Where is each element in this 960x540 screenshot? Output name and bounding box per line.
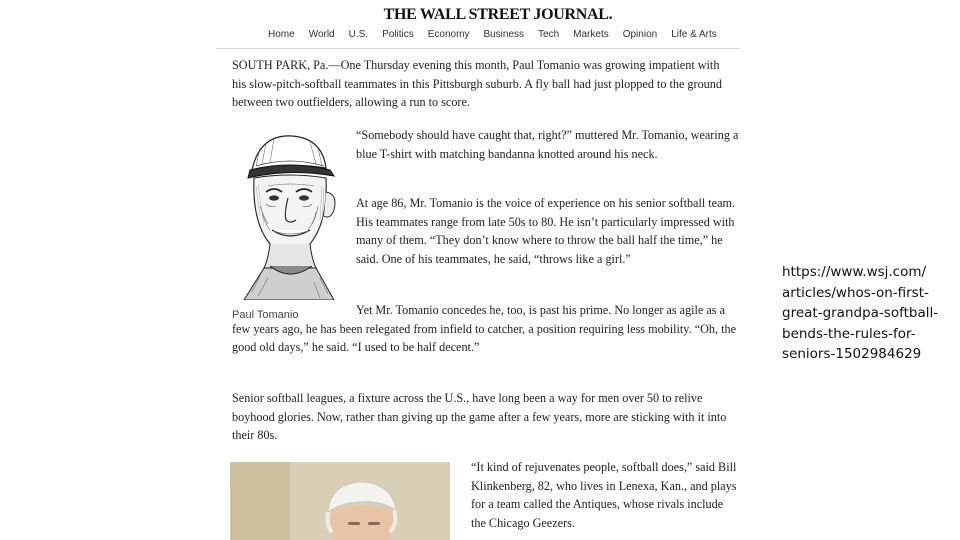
portrait-illustration bbox=[230, 126, 340, 300]
bill-klinkenberg-photo bbox=[230, 462, 450, 540]
source-url-line: bends-the-rules-for- bbox=[782, 325, 916, 342]
article-paragraph-4: Yet Mr. Tomanio concedes he, too, is past his prime. No longer as agile as a few years ago, he has been relegated from infield to catcher, a position requiring less mobility. “Oh, the good old days,” he said. “I used to be half decent.” bbox=[232, 303, 736, 354]
article-paragraph-6: “It kind of rejuvenates people, softball does,” said Bill Klinkenberg, 82, who lives in Lenexa, Kan., and plays for a team called the Antiques, whose rivals include the Chicago Geezers. bbox=[471, 460, 737, 530]
nav-life-arts[interactable]: Life & Arts bbox=[671, 29, 717, 40]
source-url-note bbox=[782, 262, 954, 365]
source-url-line: great-grandpa-softball- bbox=[782, 305, 939, 321]
nav-world[interactable]: World bbox=[308, 29, 335, 40]
nav-markets[interactable]: Markets bbox=[573, 29, 609, 40]
section-nav bbox=[268, 29, 731, 40]
masthead bbox=[216, 6, 740, 24]
nav-economy[interactable]: Economy bbox=[427, 29, 470, 40]
nav-tech[interactable]: Tech bbox=[538, 29, 560, 40]
article-paragraph-3: At age 86, Mr. Tomanio is the voice of experience on his senior softball team. His teammates range from late 50s to 80. He isn’t particularly impressed with many of them. “They don’t know where to throw the ball half the time,” he said. One of his teammates, he said, “throws like a girl.” bbox=[356, 196, 736, 266]
article-paragraph-2: “Somebody should have caught that, right?” muttered Mr. Tomanio, wearing a blue T-shirt with matching bandanna knotted around his neck. bbox=[356, 128, 739, 161]
article-screenshot bbox=[216, 0, 740, 540]
nav-home[interactable]: Home bbox=[268, 29, 295, 40]
article-paragraph-5: Senior softball leagues, a fixture across the U.S., have long been a way for men over 50 to relive boyhood glories. Now, rather than giving up the game after a few years, more are sticking with it into their 80s. bbox=[232, 391, 727, 442]
source-url-line: articles/whos-on-first- bbox=[782, 284, 929, 301]
masthead-logo[interactable]: THE WALL STREET JOURNAL. bbox=[383, 6, 613, 23]
source-url-line: seniors-1502984629 bbox=[782, 346, 922, 362]
nav-us[interactable]: U.S. bbox=[348, 29, 369, 40]
source-url-line: https://www.wsj.com/ bbox=[782, 264, 927, 280]
article-paragraph-1: SOUTH PARK, Pa.—One Thursday evening this month, Paul Tomanio was growing impatient with his slow-pitch-softball teammates in this Pittsburgh suburb. A fly ball had just plopped to the ground between two outfielders, allowing a run to score. bbox=[232, 58, 722, 109]
portrait-caption: Paul Tomanio bbox=[232, 309, 299, 321]
nav-politics[interactable]: Politics bbox=[382, 29, 414, 40]
nav-business[interactable]: Business bbox=[483, 29, 525, 40]
header-divider bbox=[216, 48, 740, 49]
nav-opinion[interactable]: Opinion bbox=[622, 29, 658, 40]
